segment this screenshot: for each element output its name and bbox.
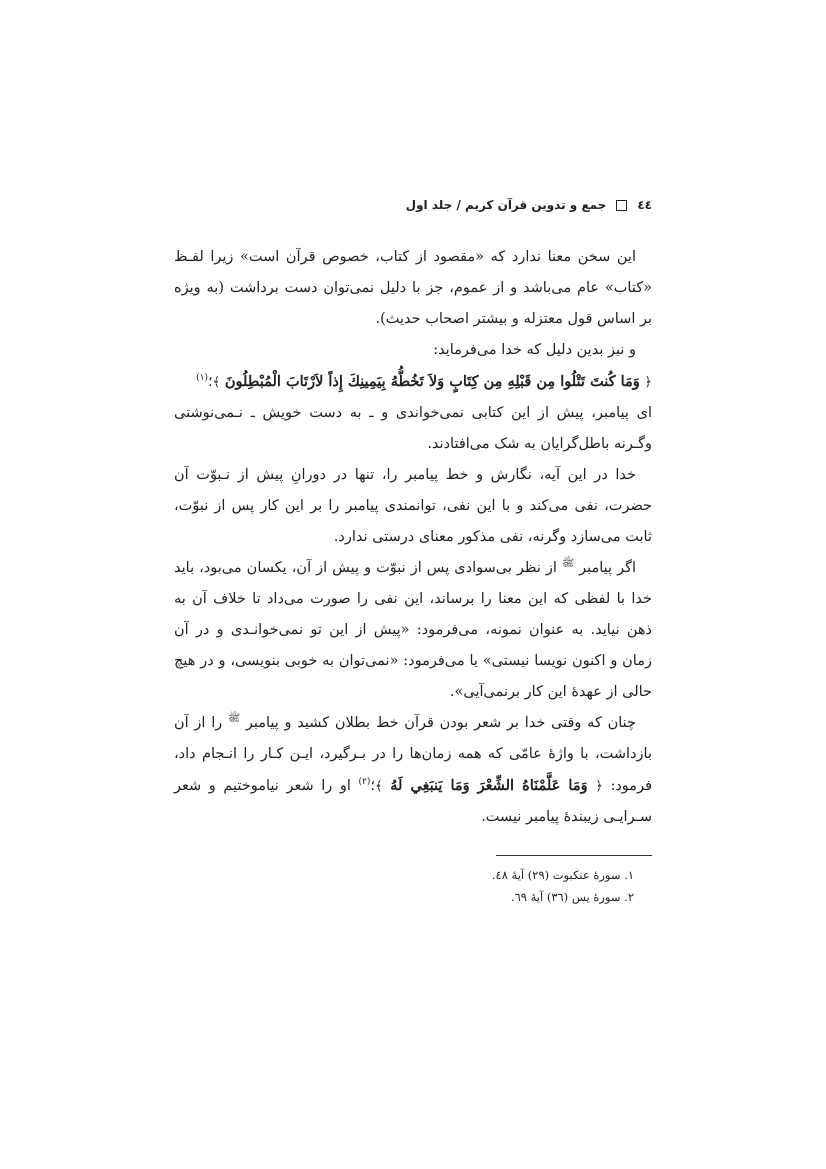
paragraph-5 xyxy=(174,553,652,708)
paragraph-5-start: اگر پیامبر xyxy=(579,560,637,576)
verse2-tail: ؛ xyxy=(370,778,376,794)
paragraph-1: این سخن معنا ندارد که «مقصود از کتاب، خصوص قرآن است» زیرا لفـظ «کتاب» عام می‌باشد و از عموم، جز با دلیل نمی‌توان دست برداشت (به ویژه بر اساس قول معتزله و بیشتر اصحاب حدیث). xyxy=(174,249,652,327)
paragraph-4: خدا در این آیه، نگارش و خط پیامبر را، تنها در دورانِ پیش از نـبوّت آن حضرت، نفی می‌کند و با این نفی، توانمندی پیامبر را بر این کار پس از نبوّت، ثابت می‌سازد وگرنه، نفی مذکور معنای درستی ندارد. xyxy=(174,467,652,545)
verse-line-1 xyxy=(174,366,652,398)
verse2-close-bracket: ﴾ xyxy=(375,779,383,794)
paragraph-6-middle: را از آن بازداشت، با واژهٔ عامّی که همه زمان‌ها را در بـرگیرد، ایـن کـار را انـجام داد، فرمود: xyxy=(174,715,653,794)
paragraph-6 xyxy=(174,708,652,833)
quran-verse-1: وَمَا كُنتَ تَتْلُوا مِن قَبْلِهِ مِن كِتَابٍ وَلاَ تَخُطُّهُ بِيَمِينِكَ إِذاً لاَرْتَابَ الْمُبْطِلُونَ xyxy=(224,373,640,390)
verse-open-bracket: ﴿ xyxy=(644,375,652,390)
salawat-glyph-2: ﷺ xyxy=(227,713,241,725)
footnote-2: ٢. سورهٔ یس (٣٦) آیهٔ ٦٩. xyxy=(510,890,634,904)
paragraph-5-rest: از نظر بی‌سوادی پس از نبوّت و پیش از آن، یکسان می‌بود، باید خدا با لفظی که این معنا را برساند، این نفی را صورت می‌داد تا خلاف آن به ذهن نیاید. به عنوان نمونه، می‌فرمود: «پیش از این تو نمی‌خوانـدی و در آن زمان و اکنون نویسا نیستی» یا می‌فرمود: «نمی‌توان به خوبی بنویسی، و در هیچ حالی از عهدهٔ این کار برنمی‌آیی». xyxy=(174,560,652,700)
verse2-open-bracket: ﴿ xyxy=(595,779,603,794)
quran-verse-2: وَمَا عَلَّمْنَاهُ الشِّعْرَ وَمَا يَنبَغِي لَهُ xyxy=(390,777,588,794)
paragraph-6-start: چنان که وقتی خدا بر شعر بودن قرآن خط بطلان کشید و پیامبر xyxy=(245,715,637,731)
book-title: جمع و تدوین قرآن کریم / جلد اول xyxy=(405,198,607,212)
paragraph-3: ای پیامبر، پیش از این کتابی نمی‌خواندی و ـ به دست خویش ـ نـمی‌نوشتی وگـرنه باطل‌گرایان به شک می‌افتادند. xyxy=(174,405,652,452)
paragraph-6-end: او را شعر نیاموختیم و شعر سـرایـی زیبندهٔ پیامبر نیست. xyxy=(174,778,652,825)
verse-close-bracket: ﴾ xyxy=(212,375,221,390)
footnote-ref-2: (٢) xyxy=(358,777,371,788)
book-page xyxy=(174,196,652,908)
footnote-1: ١. سورهٔ عنکبوت (٢٩) آیهٔ ٤٨. xyxy=(491,868,634,882)
footnote-divider xyxy=(496,855,652,856)
salawat-glyph: ﷺ xyxy=(561,558,575,570)
running-header xyxy=(174,196,652,214)
paragraph-2: و نیز بدین دلیل که خدا می‌فرماید: xyxy=(433,342,636,358)
square-ornament-icon xyxy=(616,200,627,211)
footnote-ref-1: (١) xyxy=(196,373,209,384)
page-number: ٤٤ xyxy=(637,198,652,212)
verse-tail: ؛ xyxy=(208,374,213,390)
